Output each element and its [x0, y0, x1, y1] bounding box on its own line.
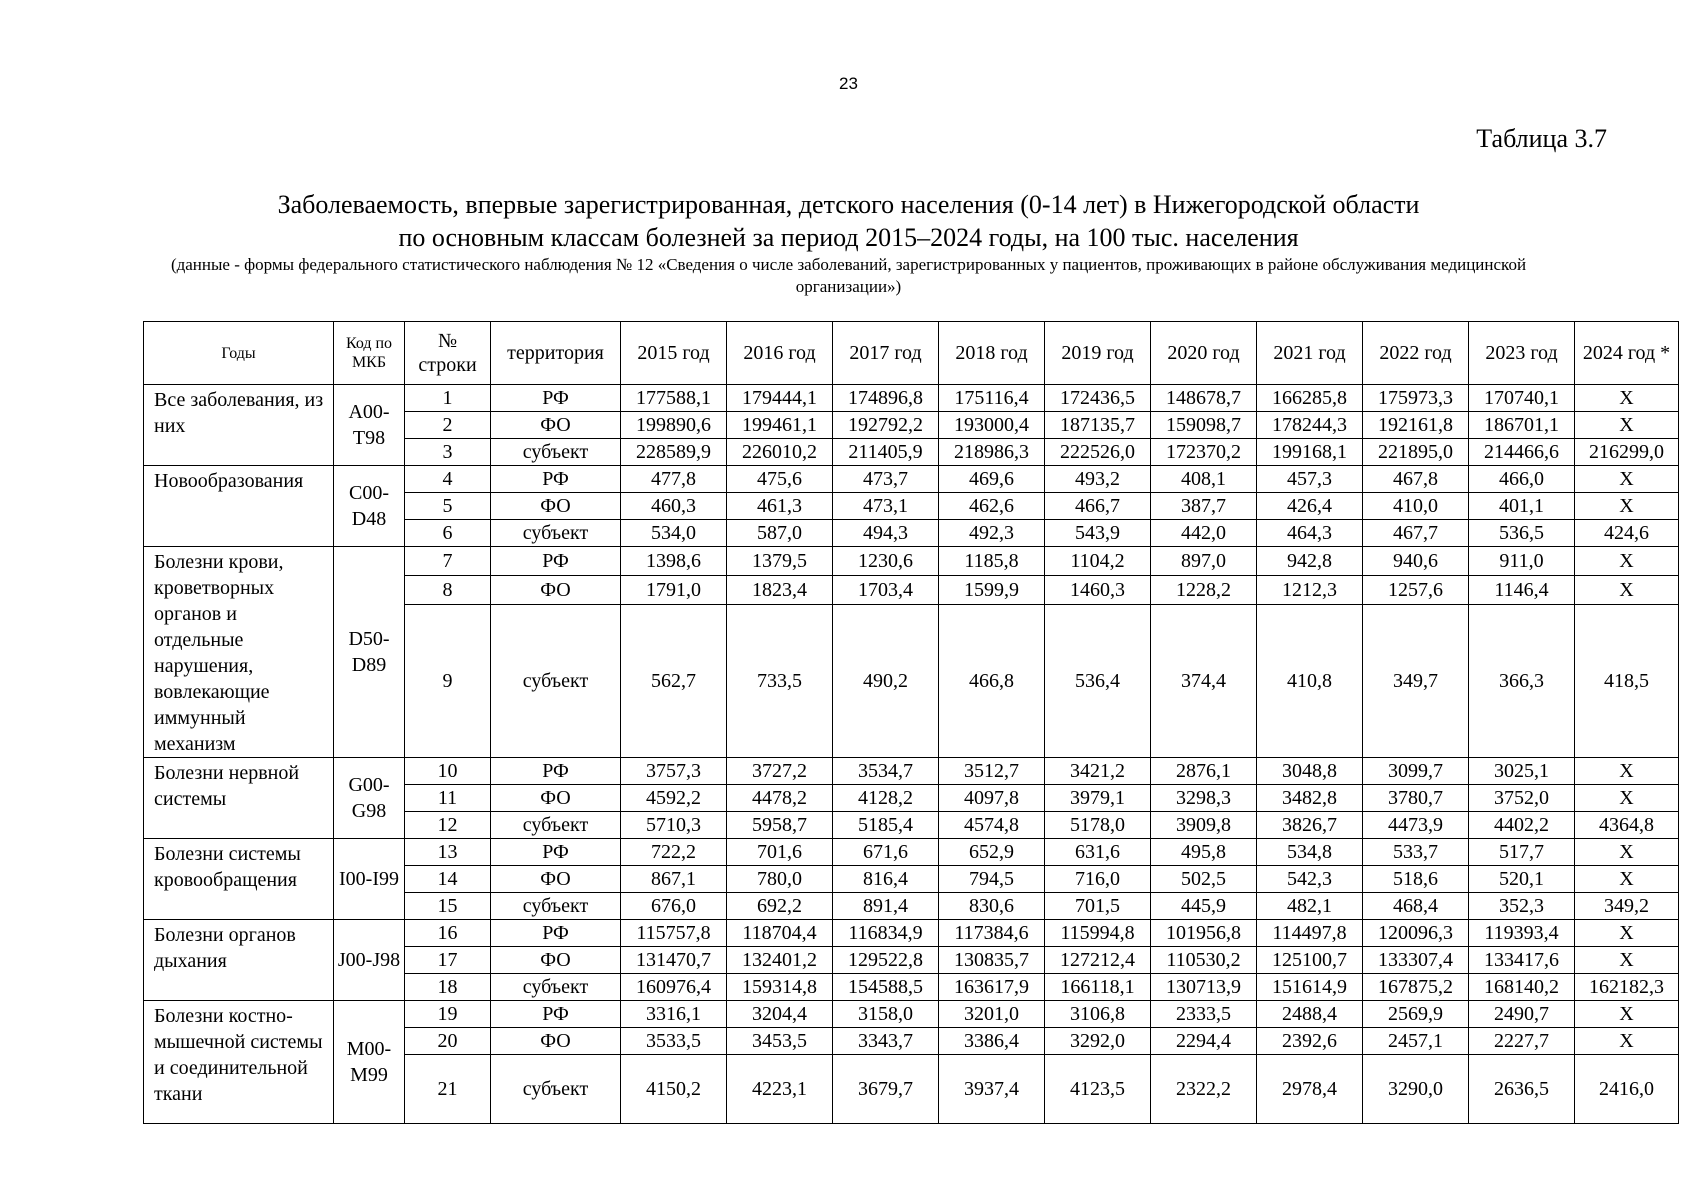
value-cell: 166118,1: [1045, 974, 1151, 1001]
page-number: 23: [839, 74, 858, 93]
value-cell: 442,0: [1151, 520, 1257, 547]
territory-cell: РФ: [491, 547, 621, 576]
territory-cell: ФО: [491, 1028, 621, 1055]
value-cell: 671,6: [833, 839, 939, 866]
value-cell: 816,4: [833, 866, 939, 893]
territory-cell: субъект: [491, 605, 621, 758]
row-number-cell: 15: [405, 893, 491, 920]
territory-cell: субъект: [491, 520, 621, 547]
icd-code-cell: I00-I99: [334, 839, 405, 920]
value-cell: 3343,7: [833, 1028, 939, 1055]
territory-cell: ФО: [491, 576, 621, 605]
value-cell: 469,6: [939, 466, 1045, 493]
value-cell: 631,6: [1045, 839, 1151, 866]
value-cell: 352,3: [1469, 893, 1575, 920]
row-number-cell: 7: [405, 547, 491, 576]
value-cell: 4150,2: [621, 1055, 727, 1124]
value-cell: 2876,1: [1151, 758, 1257, 785]
value-cell: 179444,1: [727, 385, 833, 412]
territory-cell: ФО: [491, 947, 621, 974]
value-cell: 518,6: [1363, 866, 1469, 893]
row-number-cell: 6: [405, 520, 491, 547]
value-cell: 193000,4: [939, 412, 1045, 439]
value-cell: 5178,0: [1045, 812, 1151, 839]
value-cell: Х: [1575, 839, 1679, 866]
value-cell: 129522,8: [833, 947, 939, 974]
territory-cell: РФ: [491, 920, 621, 947]
territory-cell: субъект: [491, 893, 621, 920]
value-cell: 162182,3: [1575, 974, 1679, 1001]
value-cell: 4473,9: [1363, 812, 1469, 839]
value-cell: 192161,8: [1363, 412, 1469, 439]
value-cell: 475,6: [727, 466, 833, 493]
value-cell: 2457,1: [1363, 1028, 1469, 1055]
value-cell: 133417,6: [1469, 947, 1575, 974]
value-cell: 502,5: [1151, 866, 1257, 893]
value-cell: 482,1: [1257, 893, 1363, 920]
value-cell: 911,0: [1469, 547, 1575, 576]
value-cell: Х: [1575, 1001, 1679, 1028]
value-cell: 216299,0: [1575, 439, 1679, 466]
value-cell: 125100,7: [1257, 947, 1363, 974]
value-cell: 3201,0: [939, 1001, 1045, 1028]
row-number-cell: 12: [405, 812, 491, 839]
value-cell: 408,1: [1151, 466, 1257, 493]
table-header: [144, 322, 1679, 385]
value-cell: 120096,3: [1363, 920, 1469, 947]
header-2021: 2021 год: [1257, 322, 1363, 385]
value-cell: Х: [1575, 493, 1679, 520]
value-cell: 199168,1: [1257, 439, 1363, 466]
value-cell: 716,0: [1045, 866, 1151, 893]
value-cell: 3482,8: [1257, 785, 1363, 812]
header-icd-code: Код по МКБ: [334, 322, 405, 385]
value-cell: 4364,8: [1575, 812, 1679, 839]
header-2020: 2020 год: [1151, 322, 1257, 385]
value-cell: 2636,5: [1469, 1055, 1575, 1124]
value-cell: 3780,7: [1363, 785, 1469, 812]
value-cell: 170740,1: [1469, 385, 1575, 412]
value-cell: 115757,8: [621, 920, 727, 947]
value-cell: 418,5: [1575, 605, 1679, 758]
icd-code-cell: M00-M99: [334, 1001, 405, 1124]
territory-cell: РФ: [491, 839, 621, 866]
value-cell: 160976,4: [621, 974, 727, 1001]
value-cell: 460,3: [621, 493, 727, 520]
value-cell: 466,7: [1045, 493, 1151, 520]
value-cell: 1212,3: [1257, 576, 1363, 605]
value-cell: 3290,0: [1363, 1055, 1469, 1124]
value-cell: 466,0: [1469, 466, 1575, 493]
value-cell: 101956,8: [1151, 920, 1257, 947]
value-cell: 676,0: [621, 893, 727, 920]
value-cell: 4223,1: [727, 1055, 833, 1124]
disease-class-cell: Новообразования: [144, 466, 334, 547]
territory-cell: ФО: [491, 493, 621, 520]
table-source-note: (данные - формы федерального статистического наблюдения № 12 «Сведения о числе заболеваний, зарегистрированных у пациентов, проживающих в районе обслуживания медицинской организации»): [170, 255, 1527, 296]
value-cell: 533,7: [1363, 839, 1469, 866]
row-number-cell: 14: [405, 866, 491, 893]
value-cell: 159314,8: [727, 974, 833, 1001]
value-cell: 222526,0: [1045, 439, 1151, 466]
value-cell: 2333,5: [1151, 1001, 1257, 1028]
value-cell: 2978,4: [1257, 1055, 1363, 1124]
value-cell: 349,2: [1575, 893, 1679, 920]
table-row: [144, 466, 1679, 493]
header-2018: 2018 год: [939, 322, 1045, 385]
value-cell: 172370,2: [1151, 439, 1257, 466]
value-cell: 3979,1: [1045, 785, 1151, 812]
value-cell: 115994,8: [1045, 920, 1151, 947]
value-cell: 132401,2: [727, 947, 833, 974]
value-cell: 534,8: [1257, 839, 1363, 866]
header-years: Годы: [144, 322, 334, 385]
value-cell: 1379,5: [727, 547, 833, 576]
value-cell: 159098,7: [1151, 412, 1257, 439]
value-cell: 166285,8: [1257, 385, 1363, 412]
value-cell: Х: [1575, 576, 1679, 605]
header-2022: 2022 год: [1363, 322, 1469, 385]
value-cell: 3025,1: [1469, 758, 1575, 785]
value-cell: 536,4: [1045, 605, 1151, 758]
table-title-line-2: по основным классам болезней за период 2015–2024 годы, на 100 тыс. населения: [398, 223, 1299, 252]
row-number-cell: 3: [405, 439, 491, 466]
value-cell: 424,6: [1575, 520, 1679, 547]
row-number-cell: 1: [405, 385, 491, 412]
value-cell: 794,5: [939, 866, 1045, 893]
value-cell: 114497,8: [1257, 920, 1363, 947]
row-number-cell: 21: [405, 1055, 491, 1124]
row-number-cell: 18: [405, 974, 491, 1001]
value-cell: 1460,3: [1045, 576, 1151, 605]
disease-class-cell: Болезни костно-мышечной системы и соединительной ткани: [144, 1001, 334, 1124]
value-cell: 942,8: [1257, 547, 1363, 576]
row-number-cell: 10: [405, 758, 491, 785]
value-cell: 490,2: [833, 605, 939, 758]
value-cell: 3909,8: [1151, 812, 1257, 839]
territory-cell: ФО: [491, 866, 621, 893]
value-cell: 130713,9: [1151, 974, 1257, 1001]
value-cell: 133307,4: [1363, 947, 1469, 974]
value-cell: 534,0: [621, 520, 727, 547]
table-title-line-1: Заболеваемость, впервые зарегистрированная, детского населения (0-14 лет) в Нижегородской области: [277, 190, 1420, 219]
value-cell: 3937,4: [939, 1055, 1045, 1124]
value-cell: Х: [1575, 866, 1679, 893]
row-number-cell: 5: [405, 493, 491, 520]
row-number-cell: 11: [405, 785, 491, 812]
value-cell: 445,9: [1151, 893, 1257, 920]
value-cell: 562,7: [621, 605, 727, 758]
value-cell: 148678,7: [1151, 385, 1257, 412]
value-cell: 226010,2: [727, 439, 833, 466]
value-cell: 3679,7: [833, 1055, 939, 1124]
value-cell: 211405,9: [833, 439, 939, 466]
value-cell: 1146,4: [1469, 576, 1575, 605]
value-cell: 493,2: [1045, 466, 1151, 493]
value-cell: 401,1: [1469, 493, 1575, 520]
value-cell: 2490,7: [1469, 1001, 1575, 1028]
row-number-cell: 13: [405, 839, 491, 866]
value-cell: 1185,8: [939, 547, 1045, 576]
value-cell: 130835,7: [939, 947, 1045, 974]
value-cell: 410,0: [1363, 493, 1469, 520]
value-cell: 3099,7: [1363, 758, 1469, 785]
value-cell: 1230,6: [833, 547, 939, 576]
value-cell: 4128,2: [833, 785, 939, 812]
value-cell: 218986,3: [939, 439, 1045, 466]
value-cell: 494,3: [833, 520, 939, 547]
value-cell: Х: [1575, 547, 1679, 576]
row-number-cell: 8: [405, 576, 491, 605]
value-cell: 722,2: [621, 839, 727, 866]
value-cell: 127212,4: [1045, 947, 1151, 974]
table-row: [144, 1001, 1679, 1028]
value-cell: 701,6: [727, 839, 833, 866]
value-cell: 192792,2: [833, 412, 939, 439]
value-cell: 5710,3: [621, 812, 727, 839]
territory-cell: субъект: [491, 1055, 621, 1124]
value-cell: 151614,9: [1257, 974, 1363, 1001]
value-cell: 587,0: [727, 520, 833, 547]
value-cell: 2294,4: [1151, 1028, 1257, 1055]
value-cell: 3757,3: [621, 758, 727, 785]
value-cell: 3826,7: [1257, 812, 1363, 839]
header-row: [144, 322, 1679, 385]
icd-code-cell: D50-D89: [334, 547, 405, 758]
value-cell: 3048,8: [1257, 758, 1363, 785]
value-cell: 3453,5: [727, 1028, 833, 1055]
value-cell: 186701,1: [1469, 412, 1575, 439]
value-cell: 457,3: [1257, 466, 1363, 493]
value-cell: 5958,7: [727, 812, 833, 839]
value-cell: 517,7: [1469, 839, 1575, 866]
header-2019: 2019 год: [1045, 322, 1151, 385]
value-cell: 652,9: [939, 839, 1045, 866]
disease-class-cell: Болезни системы кровообращения: [144, 839, 334, 920]
territory-cell: субъект: [491, 974, 621, 1001]
territory-cell: субъект: [491, 439, 621, 466]
value-cell: 199461,1: [727, 412, 833, 439]
value-cell: 3512,7: [939, 758, 1045, 785]
header-2015: 2015 год: [621, 322, 727, 385]
table-row: [144, 839, 1679, 866]
value-cell: 178244,3: [1257, 412, 1363, 439]
row-number-cell: 9: [405, 605, 491, 758]
value-cell: 467,8: [1363, 466, 1469, 493]
icd-code-cell: G00-G98: [334, 758, 405, 839]
territory-cell: РФ: [491, 385, 621, 412]
value-cell: 3298,3: [1151, 785, 1257, 812]
value-cell: 3727,2: [727, 758, 833, 785]
territory-cell: ФО: [491, 785, 621, 812]
value-cell: 214466,6: [1469, 439, 1575, 466]
value-cell: 473,1: [833, 493, 939, 520]
value-cell: 542,3: [1257, 866, 1363, 893]
value-cell: 117384,6: [939, 920, 1045, 947]
icd-code-cell: J00-J98: [334, 920, 405, 1001]
header-row-number: № строки: [405, 322, 491, 385]
value-cell: 1257,6: [1363, 576, 1469, 605]
value-cell: 221895,0: [1363, 439, 1469, 466]
table-row: [144, 758, 1679, 785]
value-cell: 3533,5: [621, 1028, 727, 1055]
value-cell: 2322,2: [1151, 1055, 1257, 1124]
disease-class-cell: Все заболевания, из них: [144, 385, 334, 466]
value-cell: 3421,2: [1045, 758, 1151, 785]
value-cell: 536,5: [1469, 520, 1575, 547]
value-cell: 177588,1: [621, 385, 727, 412]
value-cell: 897,0: [1151, 547, 1257, 576]
value-cell: 3752,0: [1469, 785, 1575, 812]
table-label: Таблица 3.7: [1476, 124, 1607, 153]
value-cell: 175973,3: [1363, 385, 1469, 412]
icd-code-cell: C00-D48: [334, 466, 405, 547]
value-cell: 692,2: [727, 893, 833, 920]
value-cell: 2569,9: [1363, 1001, 1469, 1028]
table-row: [144, 920, 1679, 947]
disease-class-cell: Болезни нервной системы: [144, 758, 334, 839]
row-number-cell: 20: [405, 1028, 491, 1055]
territory-cell: ФО: [491, 412, 621, 439]
value-cell: 1791,0: [621, 576, 727, 605]
value-cell: 1104,2: [1045, 547, 1151, 576]
header-2023: 2023 год: [1469, 322, 1575, 385]
value-cell: 2488,4: [1257, 1001, 1363, 1028]
value-cell: Х: [1575, 920, 1679, 947]
value-cell: 940,6: [1363, 547, 1469, 576]
value-cell: 780,0: [727, 866, 833, 893]
value-cell: 410,8: [1257, 605, 1363, 758]
row-number-cell: 19: [405, 1001, 491, 1028]
value-cell: 1398,6: [621, 547, 727, 576]
value-cell: 461,3: [727, 493, 833, 520]
value-cell: 3386,4: [939, 1028, 1045, 1055]
value-cell: 228589,9: [621, 439, 727, 466]
value-cell: 867,1: [621, 866, 727, 893]
value-cell: 174896,8: [833, 385, 939, 412]
header-2024: 2024 год *: [1575, 322, 1679, 385]
value-cell: 466,8: [939, 605, 1045, 758]
value-cell: 1228,2: [1151, 576, 1257, 605]
value-cell: 3316,1: [621, 1001, 727, 1028]
value-cell: 1823,4: [727, 576, 833, 605]
value-cell: 119393,4: [1469, 920, 1575, 947]
value-cell: 520,1: [1469, 866, 1575, 893]
header-territory: территория: [491, 322, 621, 385]
value-cell: 495,8: [1151, 839, 1257, 866]
table-title: [0, 188, 1697, 254]
morbidity-table: [143, 321, 1679, 1124]
value-cell: 426,4: [1257, 493, 1363, 520]
value-cell: 473,7: [833, 466, 939, 493]
disease-class-cell: Болезни крови, кроветворных органов и отдельные нарушения, вовлекающие иммунный механизм: [144, 547, 334, 758]
value-cell: 492,3: [939, 520, 1045, 547]
value-cell: 110530,2: [1151, 947, 1257, 974]
value-cell: 167875,2: [1363, 974, 1469, 1001]
value-cell: 168140,2: [1469, 974, 1575, 1001]
value-cell: 5185,4: [833, 812, 939, 839]
row-number-cell: 17: [405, 947, 491, 974]
value-cell: 3204,4: [727, 1001, 833, 1028]
value-cell: 467,7: [1363, 520, 1469, 547]
value-cell: Х: [1575, 466, 1679, 493]
value-cell: 4402,2: [1469, 812, 1575, 839]
row-number-cell: 4: [405, 466, 491, 493]
value-cell: 3106,8: [1045, 1001, 1151, 1028]
value-cell: 2416,0: [1575, 1055, 1679, 1124]
value-cell: Х: [1575, 758, 1679, 785]
value-cell: 830,6: [939, 893, 1045, 920]
value-cell: 374,4: [1151, 605, 1257, 758]
value-cell: 349,7: [1363, 605, 1469, 758]
row-number-cell: 16: [405, 920, 491, 947]
value-cell: Х: [1575, 785, 1679, 812]
value-cell: 891,4: [833, 893, 939, 920]
header-2017: 2017 год: [833, 322, 939, 385]
territory-cell: субъект: [491, 812, 621, 839]
value-cell: 175116,4: [939, 385, 1045, 412]
value-cell: 462,6: [939, 493, 1045, 520]
value-cell: 464,3: [1257, 520, 1363, 547]
value-cell: 3292,0: [1045, 1028, 1151, 1055]
value-cell: 118704,4: [727, 920, 833, 947]
value-cell: 387,7: [1151, 493, 1257, 520]
value-cell: 468,4: [1363, 893, 1469, 920]
territory-cell: РФ: [491, 1001, 621, 1028]
disease-class-cell: Болезни органов дыхания: [144, 920, 334, 1001]
table-row: [144, 385, 1679, 412]
value-cell: 172436,5: [1045, 385, 1151, 412]
value-cell: 701,5: [1045, 893, 1151, 920]
value-cell: Х: [1575, 385, 1679, 412]
value-cell: 3534,7: [833, 758, 939, 785]
value-cell: Х: [1575, 412, 1679, 439]
territory-cell: РФ: [491, 466, 621, 493]
value-cell: 2227,7: [1469, 1028, 1575, 1055]
icd-code-cell: A00-T98: [334, 385, 405, 466]
territory-cell: РФ: [491, 758, 621, 785]
value-cell: 477,8: [621, 466, 727, 493]
value-cell: 131470,7: [621, 947, 727, 974]
value-cell: 1703,4: [833, 576, 939, 605]
value-cell: 199890,6: [621, 412, 727, 439]
value-cell: 3158,0: [833, 1001, 939, 1028]
value-cell: 4123,5: [1045, 1055, 1151, 1124]
row-number-cell: 2: [405, 412, 491, 439]
value-cell: 163617,9: [939, 974, 1045, 1001]
value-cell: 1599,9: [939, 576, 1045, 605]
value-cell: 733,5: [727, 605, 833, 758]
value-cell: 4097,8: [939, 785, 1045, 812]
value-cell: 187135,7: [1045, 412, 1151, 439]
value-cell: Х: [1575, 1028, 1679, 1055]
value-cell: 154588,5: [833, 974, 939, 1001]
value-cell: 4574,8: [939, 812, 1045, 839]
table-row: [144, 547, 1679, 576]
value-cell: 366,3: [1469, 605, 1575, 758]
header-2016: 2016 год: [727, 322, 833, 385]
value-cell: 4592,2: [621, 785, 727, 812]
value-cell: 2392,6: [1257, 1028, 1363, 1055]
table-body: [144, 385, 1679, 1124]
value-cell: Х: [1575, 947, 1679, 974]
value-cell: 116834,9: [833, 920, 939, 947]
value-cell: 4478,2: [727, 785, 833, 812]
value-cell: 543,9: [1045, 520, 1151, 547]
